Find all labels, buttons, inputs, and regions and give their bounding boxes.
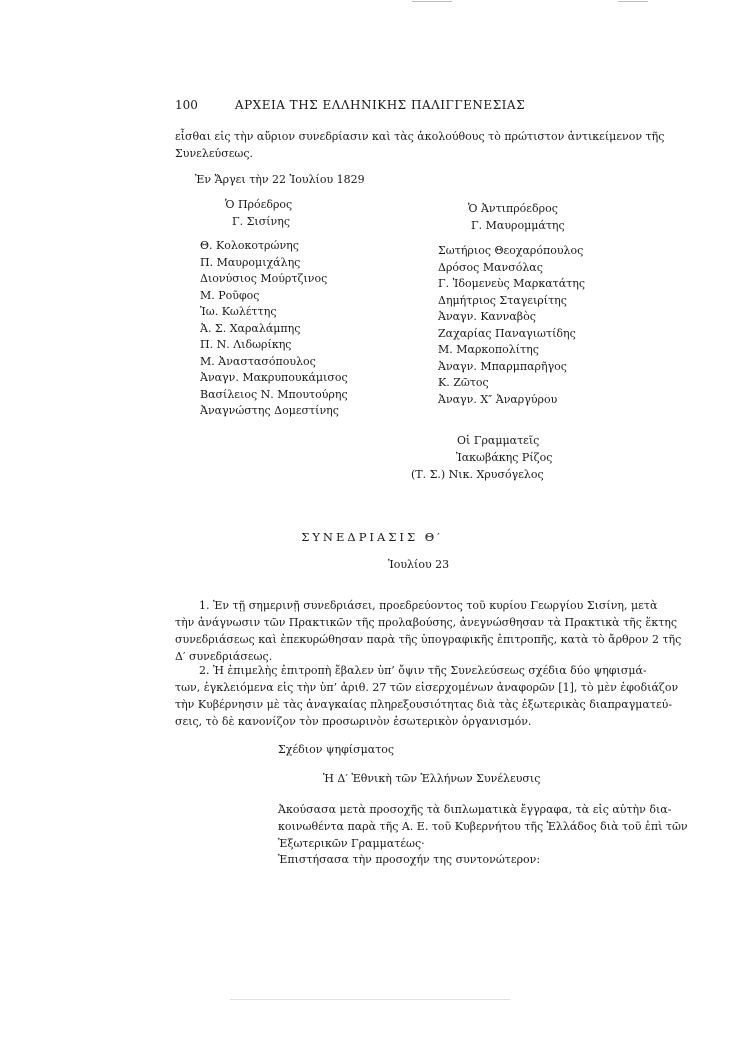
signatory-name: Ἀ. Σ. Χαραλάμπης [200, 321, 301, 335]
signatory-name: Ἰω. Κωλέττης [200, 305, 277, 318]
page-number: 100 [175, 98, 198, 112]
paragraph-line: τὴν ἀνάγνωσιν τῶν Πρακτικῶν τῆς προλαβούσης, ἀνεγνώσθησαν τὰ Πρακτικὰ τῆς ἕκτης [175, 616, 678, 629]
signatory-name: Ἀναγν. Μπαρμπαρῆγος [438, 359, 567, 373]
president-block [225, 197, 292, 230]
assembly-name: Ἡ Δ′ Ἐθνικὴ τῶν Ἑλλήνων Συνέλευσις [323, 772, 541, 785]
signatory-name: Διονύσιος Μούρτζινος [200, 272, 328, 285]
signatory-name: Ἀναγν. Μακρυπουκάμισος [200, 371, 348, 384]
intro-line: εἶσθαι εἰς τὴν αὔριον συνεδρίασιν καὶ τὰς ἀκολούθους τὸ πρώτιστον ἀντικείμενον τῆς [175, 130, 665, 143]
draft-title: Σχέδιον ψηφίσματος [278, 743, 395, 756]
running-title: ΑΡΧΕΙΑ ΤΗΣ ΕΛΛΗΝΙΚΗΣ ΠΑΛΙΓΓΕΝΕΣΙΑΣ [234, 98, 526, 112]
intro-line: Συνελεύσεως. [175, 147, 254, 160]
signatory-name: Γ. Ἰδομενεὺς Μαρκατάτης [438, 277, 585, 290]
session-heading: ΣΥΝΕΔΡΙΑΣΙΣ Θ′ [301, 530, 443, 544]
scan-mark-top-left [412, 1, 452, 2]
paragraph-3 [278, 801, 688, 852]
paragraph-line: 1. Ἐν τῇ σημερινῇ συνεδριάσει, προεδρεύοντος τοῦ κυρίου Γεωργίου Σισίνη, μετὰ [199, 599, 658, 612]
scan-mark-bottom [230, 999, 510, 1000]
secretary-name-1: Ἰακωβάκης Ρίζος [456, 451, 553, 464]
paragraph-line: συνεδριάσεως καὶ ἐπεκυρώθησαν παρὰ τῆς ὑπογραφικῆς ἐπιτροπῆς, κατὰ τὸ ἄρθρον 2 τῆς [175, 633, 682, 646]
running-header [175, 98, 585, 114]
signatory-name: Ἀναγν. Χ″ Ἀναργύρου [438, 392, 558, 406]
paragraph-line: Ἀκούσασα μετὰ προσοχῆς τὰ διπλωματικὰ ἔγγραφα, τὰ εἰς αὐτὴν δια- [278, 803, 672, 816]
vice-president-name: Γ. Μαυρομμάτης [471, 218, 565, 232]
president-title: Ὁ Πρόεδρος [225, 198, 293, 211]
signatory-name: Ἀναγνώστης Δομεστίνης [200, 404, 339, 417]
signatory-name: Μ. Μαρκοπολίτης [438, 343, 539, 356]
secretaries-title: Οἱ Γραμματεῖς [457, 434, 540, 447]
paragraph-line: Δ′ συνεδριάσεως. [175, 650, 273, 663]
president-name: Γ. Σισίνης [232, 214, 290, 228]
paragraph-line: των, ἐγκλειόμενα εἰς τὴν ὑπ’ ἀριθ. 27 τῶν εἰσερχομένων ἀναφορῶν [1], τὸ μὲν ἐφοδιάζον [175, 681, 679, 694]
signatories-right [438, 243, 585, 408]
scan-mark-top-right [618, 1, 648, 2]
intro-paragraph [175, 128, 665, 162]
signatory-name: Δρόσος Μανσόλας [438, 260, 543, 274]
paragraph-4: Ἐπιστήσασα τὴν προσοχήν της συντονώτερον: [278, 853, 541, 866]
signatories-left [200, 238, 348, 420]
signatory-name: Ἀναγν. Κανναβὸς [438, 310, 536, 323]
paragraph-line: κοινωθέντα παρὰ τῆς Α. Ε. τοῦ Κυβερνήτου τῆς Ἑλλάδος διὰ τοῦ ἐπὶ τῶν [278, 820, 688, 833]
signatory-name: Σωτήριος Θεοχαρόπουλος [438, 244, 584, 257]
signatory-name: Μ. Ἀναστασόπουλος [200, 354, 316, 368]
signatory-name: Κ. Ζῶτος [438, 376, 489, 389]
signatory-name: Μ. Ροῦφος [200, 288, 260, 302]
session-date: Ἰουλίου 23 [388, 558, 450, 571]
paragraph-line: Ἐξωτερικῶν Γραμματέως· [278, 837, 425, 850]
paragraph-line: σεις, τὸ δὲ κανονίζον τὸν προσωρινὸν ἐσωτερικὸν ὀργανισμόν. [175, 715, 532, 728]
signatory-name: Θ. Κολοκοτρώνης [200, 239, 299, 252]
vice-president-title: Ὁ Ἀντιπρόεδρος [468, 202, 558, 215]
secretary-name-2: (Τ. Σ.) Νικ. Χρυσόγελος [411, 468, 544, 481]
signatory-name: Ζαχαρίας Παναγιωτίδης [438, 326, 576, 340]
paragraph-line: τὴν Κυβέρνησιν μὲ τὰς ἀναγκαίας πληρεξουσιότητας διὰ τὰς ἐξωτερικὰς διαπραγματεύ- [175, 698, 673, 711]
vice-president-block [468, 201, 565, 234]
paragraph-2 [175, 662, 679, 730]
signatory-name: Βασίλειος Ν. Μπουτούρης [200, 387, 348, 401]
dateline: Ἐν Ἄργει τὴν 22 Ἰουλίου 1829 [195, 173, 365, 186]
signatory-name: Π. Μαυρομιχάλης [200, 255, 301, 269]
paragraph-line: 2. Ἡ ἐπιμελὴς ἐπιτροπὴ ἔβαλεν ὑπ’ ὄψιν τῆς Συνελεύσεως σχέδια δύο ψηφισμά- [199, 664, 647, 677]
signatory-name: Δημήτριος Σταγειρίτης [438, 293, 567, 307]
signatory-name: Π. Ν. Λιδωρίκης [200, 338, 292, 351]
paragraph-1 [175, 597, 682, 665]
